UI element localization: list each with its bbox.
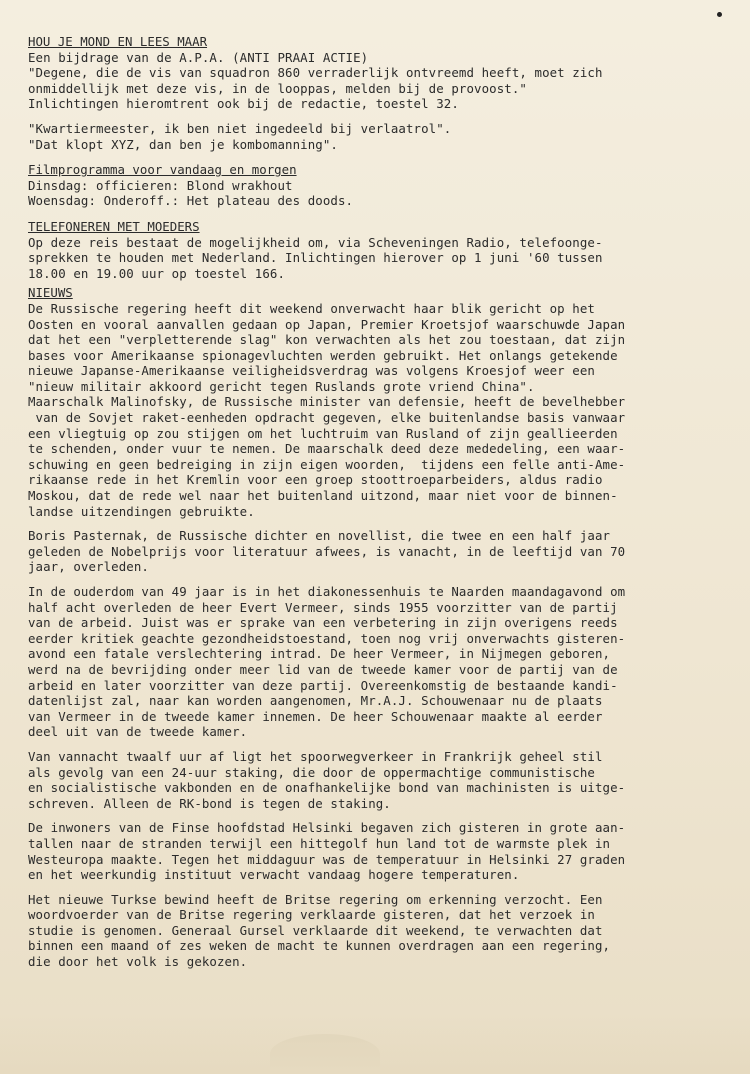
text-line: woordvoerder van de Britse regering verklaarde gisteren, dat het verzoek in: [28, 907, 595, 923]
text-line: een vliegtuig op zou stijgen om het luchtruim van Rusland of zijn geallieerden: [28, 425, 618, 441]
text-line: Op deze reis bestaat de mogelijkheid om, via Scheveningen Radio, telefoonge-: [28, 234, 603, 250]
news-paragraph: [28, 749, 728, 811]
text-line: die door het volk is gekozen.: [28, 954, 248, 970]
news-paragraph: [28, 528, 728, 575]
text-line: en socialistische vakbonden en de onafhankelijke bond van machinisten is uitge-: [28, 780, 626, 796]
text-line: De inwoners van de Finse hoofdstad Helsinki begaven zich gisteren in grote aan-: [28, 820, 626, 836]
section-heading: NIEUWS: [28, 285, 73, 301]
quote-line: "Dat klopt XYZ, dan ben je kombomanning".: [28, 136, 338, 152]
text-line: rikaanse rede in het Kremlin voor een groep stoottroeparbeiders, aldus radio: [28, 472, 603, 488]
news-paragraph: [28, 892, 728, 970]
text-line: studie is genomen. Generaal Gursel verklaarde dit weekend, te verwachten dat: [28, 922, 603, 938]
quote-line: "Kwartiermeester, ik ben niet ingedeeld bij verlaatrol".: [28, 120, 452, 136]
corner-dot: [717, 12, 722, 17]
text-line: werd na de bevrijding onder meer lid van de tweede kamer voor de partij van de: [28, 661, 618, 677]
text-line: "nieuw militair akkoord gericht tegen Ruslands grote vriend China".: [28, 378, 535, 394]
text-line: Inlichtingen hieromtrent ook bij de redactie, toestel 32.: [28, 96, 459, 112]
text-line: geleden de Nobelprijs voor literatuur afwees, is vanacht, in de leeftijd van 70: [28, 543, 626, 559]
section-telefoneren: [28, 219, 728, 281]
text-line: nieuwe Japanse-Amerikaanse veiligheidsverdrag was volgens Kroesjof weer een: [28, 363, 595, 379]
section-heading: TELEFONEREN MET MOEDERS: [28, 218, 200, 234]
text-line: arbeid en later voorzitter van deze partij. Overeenkomstig de bestaande kandi-: [28, 677, 618, 693]
text-line: en het weerkundig instituut verwacht vandaag hogere temperaturen.: [28, 867, 520, 883]
text-line: van de arbeid. Juist was er sprake van een verbetering in zijn overigens reeds: [28, 615, 618, 631]
text-line: onmiddellijk met deze vis, in de looppas, melden bij de provoost.": [28, 80, 527, 96]
news-paragraph: [28, 301, 728, 519]
text-line: datenlijst zal, naar kan worden aangenomen, Mr.A.J. Schouwenaar nu de plaats: [28, 693, 603, 709]
news-paragraph: [28, 820, 728, 882]
text-line: landse uitzendingen gebruikte.: [28, 503, 255, 519]
section-nieuws: [28, 285, 728, 969]
text-line: Een bijdrage van de A.P.A. (ANTI PRAAI ACTIE): [28, 49, 369, 65]
text-line: jaar, overleden.: [28, 559, 149, 575]
text-line: Oosten en vooral aanvallen gedaan op Japan, Premier Kroetsjof waarschuwde Japan: [28, 316, 626, 332]
text-line: schreven. Alleen de RK-bond is tegen de staking.: [28, 795, 391, 811]
text-line: Woensdag: Onderoff.: Het plateau des doods.: [28, 193, 354, 209]
text-line: avond een fatale verslechtering intrad. De heer Vermeer, in Nijmegen geboren,: [28, 646, 611, 662]
text-line: bases voor Amerikaanse spionagevluchten werden gebruikt. Het onlangs getekende: [28, 347, 618, 363]
text-line: binnen een maand of zes weken de macht te kunnen overdragen aan een regering,: [28, 938, 611, 954]
section-heading: Filmprogramma voor vandaag en morgen: [28, 162, 297, 178]
text-line: als gevolg van een 24-uur staking, die door de oppermachtige communistische: [28, 764, 595, 780]
text-line: van Vermeer in de tweede kamer innemen. De heer Schouwenaar maakte al eerder: [28, 708, 603, 724]
section-filmprogramma: [28, 162, 728, 209]
text-line: deel uit van de tweede kamer.: [28, 724, 248, 740]
text-line: Westeuropa maakte. Tegen het middaguur was de temperatuur in Helsinki 27 graden: [28, 851, 626, 867]
text-line: In de ouderdom van 49 jaar is in het diakonessenhuis te Naarden maandagavond om: [28, 584, 626, 599]
text-line: Van vannacht twaalf uur af ligt het spoorwegverkeer in Frankrijk geheel stil: [28, 748, 603, 764]
section-heading: HOU JE MOND EN LEES MAAR: [28, 34, 208, 49]
text-line: schuwing en geen bedreiging in zijn eigen woorden, tijdens een felle anti-Ame-: [28, 456, 626, 472]
text-line: Boris Pasternak, de Russische dichter en novellist, die twee en een half jaar: [28, 528, 611, 544]
text-line: Maarschalk Malinofsky, de Russische minister van defensie, heeft de bevelhebber: [28, 394, 626, 410]
text-line: "Degene, die de vis van squadron 860 verraderlijk ontvreemd heeft, moet zich: [28, 65, 603, 81]
text-line: Dinsdag: officieren: Blond wrakhout: [28, 177, 293, 193]
text-line: eerder kritiek geachte gezondheidstoestand, toen nog vrij onverwachts gisteren-: [28, 630, 626, 646]
text-line: De Russische regering heeft dit weekend onverwacht haar blik gericht op het: [28, 300, 595, 316]
text-line: Moskou, dat de rede wel naar het buitenland uitzond, maar niet voor de binnen-: [28, 488, 618, 504]
text-line: te schenden, onder vuur te nemen. De maarschalk deed deze mededeling, een waar-: [28, 441, 626, 457]
section-hou-je-mond: [28, 34, 728, 152]
text-line: Het nieuwe Turkse bewind heeft de Britse regering om erkenning verzocht. Een: [28, 891, 603, 907]
document-body: [28, 34, 728, 970]
paper-tear: [270, 1034, 380, 1074]
text-line: dat het een "verpletterende slag" kon verwachten als het zou toestaan, dat zijn: [28, 332, 626, 348]
text-line: van de Sovjet raket-eenheden opdracht gegeven, elke buitenlandse basis vanwaar: [28, 410, 626, 426]
news-paragraph: [28, 584, 728, 740]
text-line: half acht overleden de heer Evert Vermeer, sinds 1955 voorzitter van de partij: [28, 599, 618, 615]
text-line: 18.00 en 19.00 uur op toestel 166.: [28, 265, 286, 281]
text-line: sprekken te houden met Nederland. Inlichtingen hierover op 1 juni '60 tussen: [28, 250, 603, 266]
text-line: tallen naar de stranden terwijl een hittegolf hun land tot de warmste plek in: [28, 835, 611, 851]
